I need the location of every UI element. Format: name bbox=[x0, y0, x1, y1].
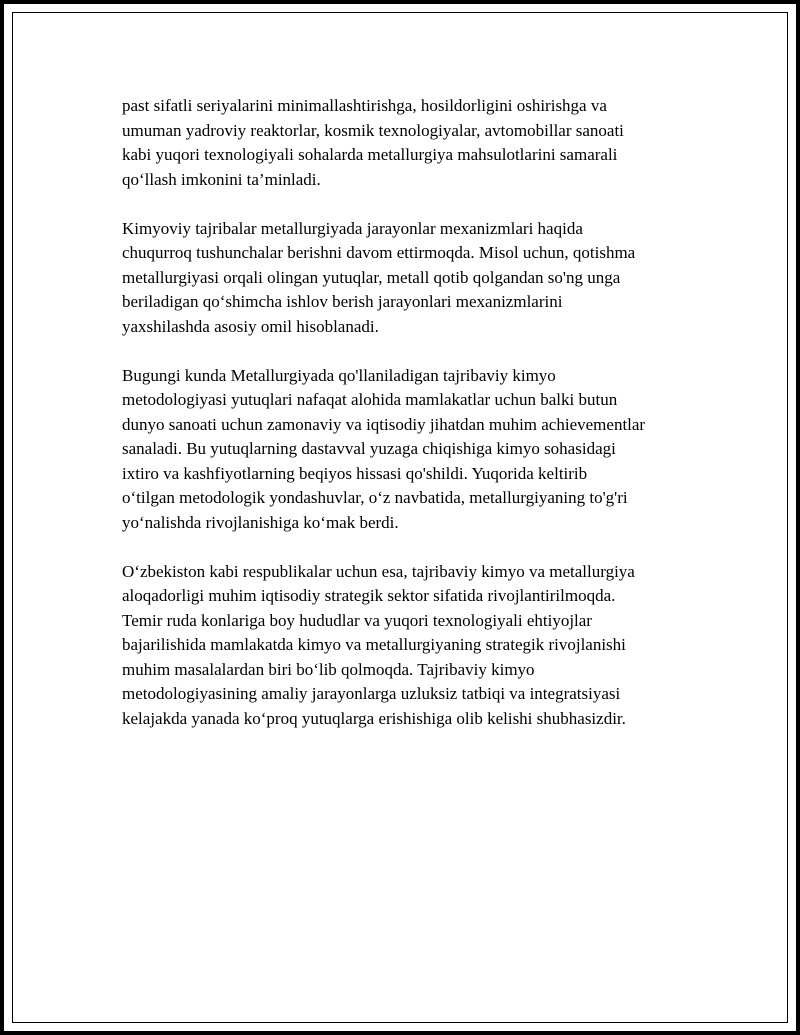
paragraph-2: Kimyoviy tajribalar metallurgiyada jarayonlar mexanizmlari haqida chuqurroq tushunchalar berishni davom ettirmoqda. Misol uchun, qotishma metallurgiyasi orqali olingan yutuqlar, metall qotib qolgandan so'ng unga beriladigan qo‘shimcha ishlov berish jarayonlari mexanizmlarini yaxshilashda asosiy omil hisoblanadi. bbox=[122, 218, 636, 336]
paragraph-3: Bugungi kunda Metallurgiyada qo'llaniladigan tajribaviy kimyo metodologiyasi yutuqlari nafaqat alohida mamlakatlar uchun balki butun dunyo sanoati uchun zamonaviy va iqtisodiy jihatdan muhim achievementlar sanaladi. Bu yutuqlarning dastavval yuzaga chiqishiga kimyo sohasidagi ixtiro va kashfiyotlarning beqiyos hissasi qo'shildi. Yuqorida keltirib o‘tilgan metodologik yondashuvlar, o‘z navbatida, metallurgiyaning to'g'ri yo‘nalishda rivojlanishiga ko‘mak berdi. bbox=[122, 365, 646, 532]
document-body bbox=[122, 94, 697, 756]
paragraph-4: O‘zbekiston kabi respublikalar uchun esa, tajribaviy kimyo va metallurgiya aloqadorligi muhim iqtisodiy strategik sektor sifatida rivojlantirilmoqda. Temir ruda konlariga boy hududlar va yuqori texnologiyali ehtiyojlar bajarilishida mamlakatda kimyo va metallurgiyaning strategik rivojlanishi muhim masalalardan biri bo‘lib qolmoqda. Tajribaviy kimyo metodologiyasining amaliy jarayonlarga uzluksiz tatbiqi va integratsiyasi kelajakda yanada ko‘proq yutuqlarga erishishiga olib kelishi shubhasizdir. bbox=[122, 561, 635, 728]
paragraph-1: past sifatli seriyalarini minimallashtirishga, hosildorligini oshirishga va umuman yadroviy reaktorlar, kosmik texnologiyalar, avtomobillar sanoati kabi yuqori texnologiyali sohalarda metallurgiya mahsulotlarini samarali qo‘llash imkonini ta’minladi. bbox=[122, 96, 624, 189]
